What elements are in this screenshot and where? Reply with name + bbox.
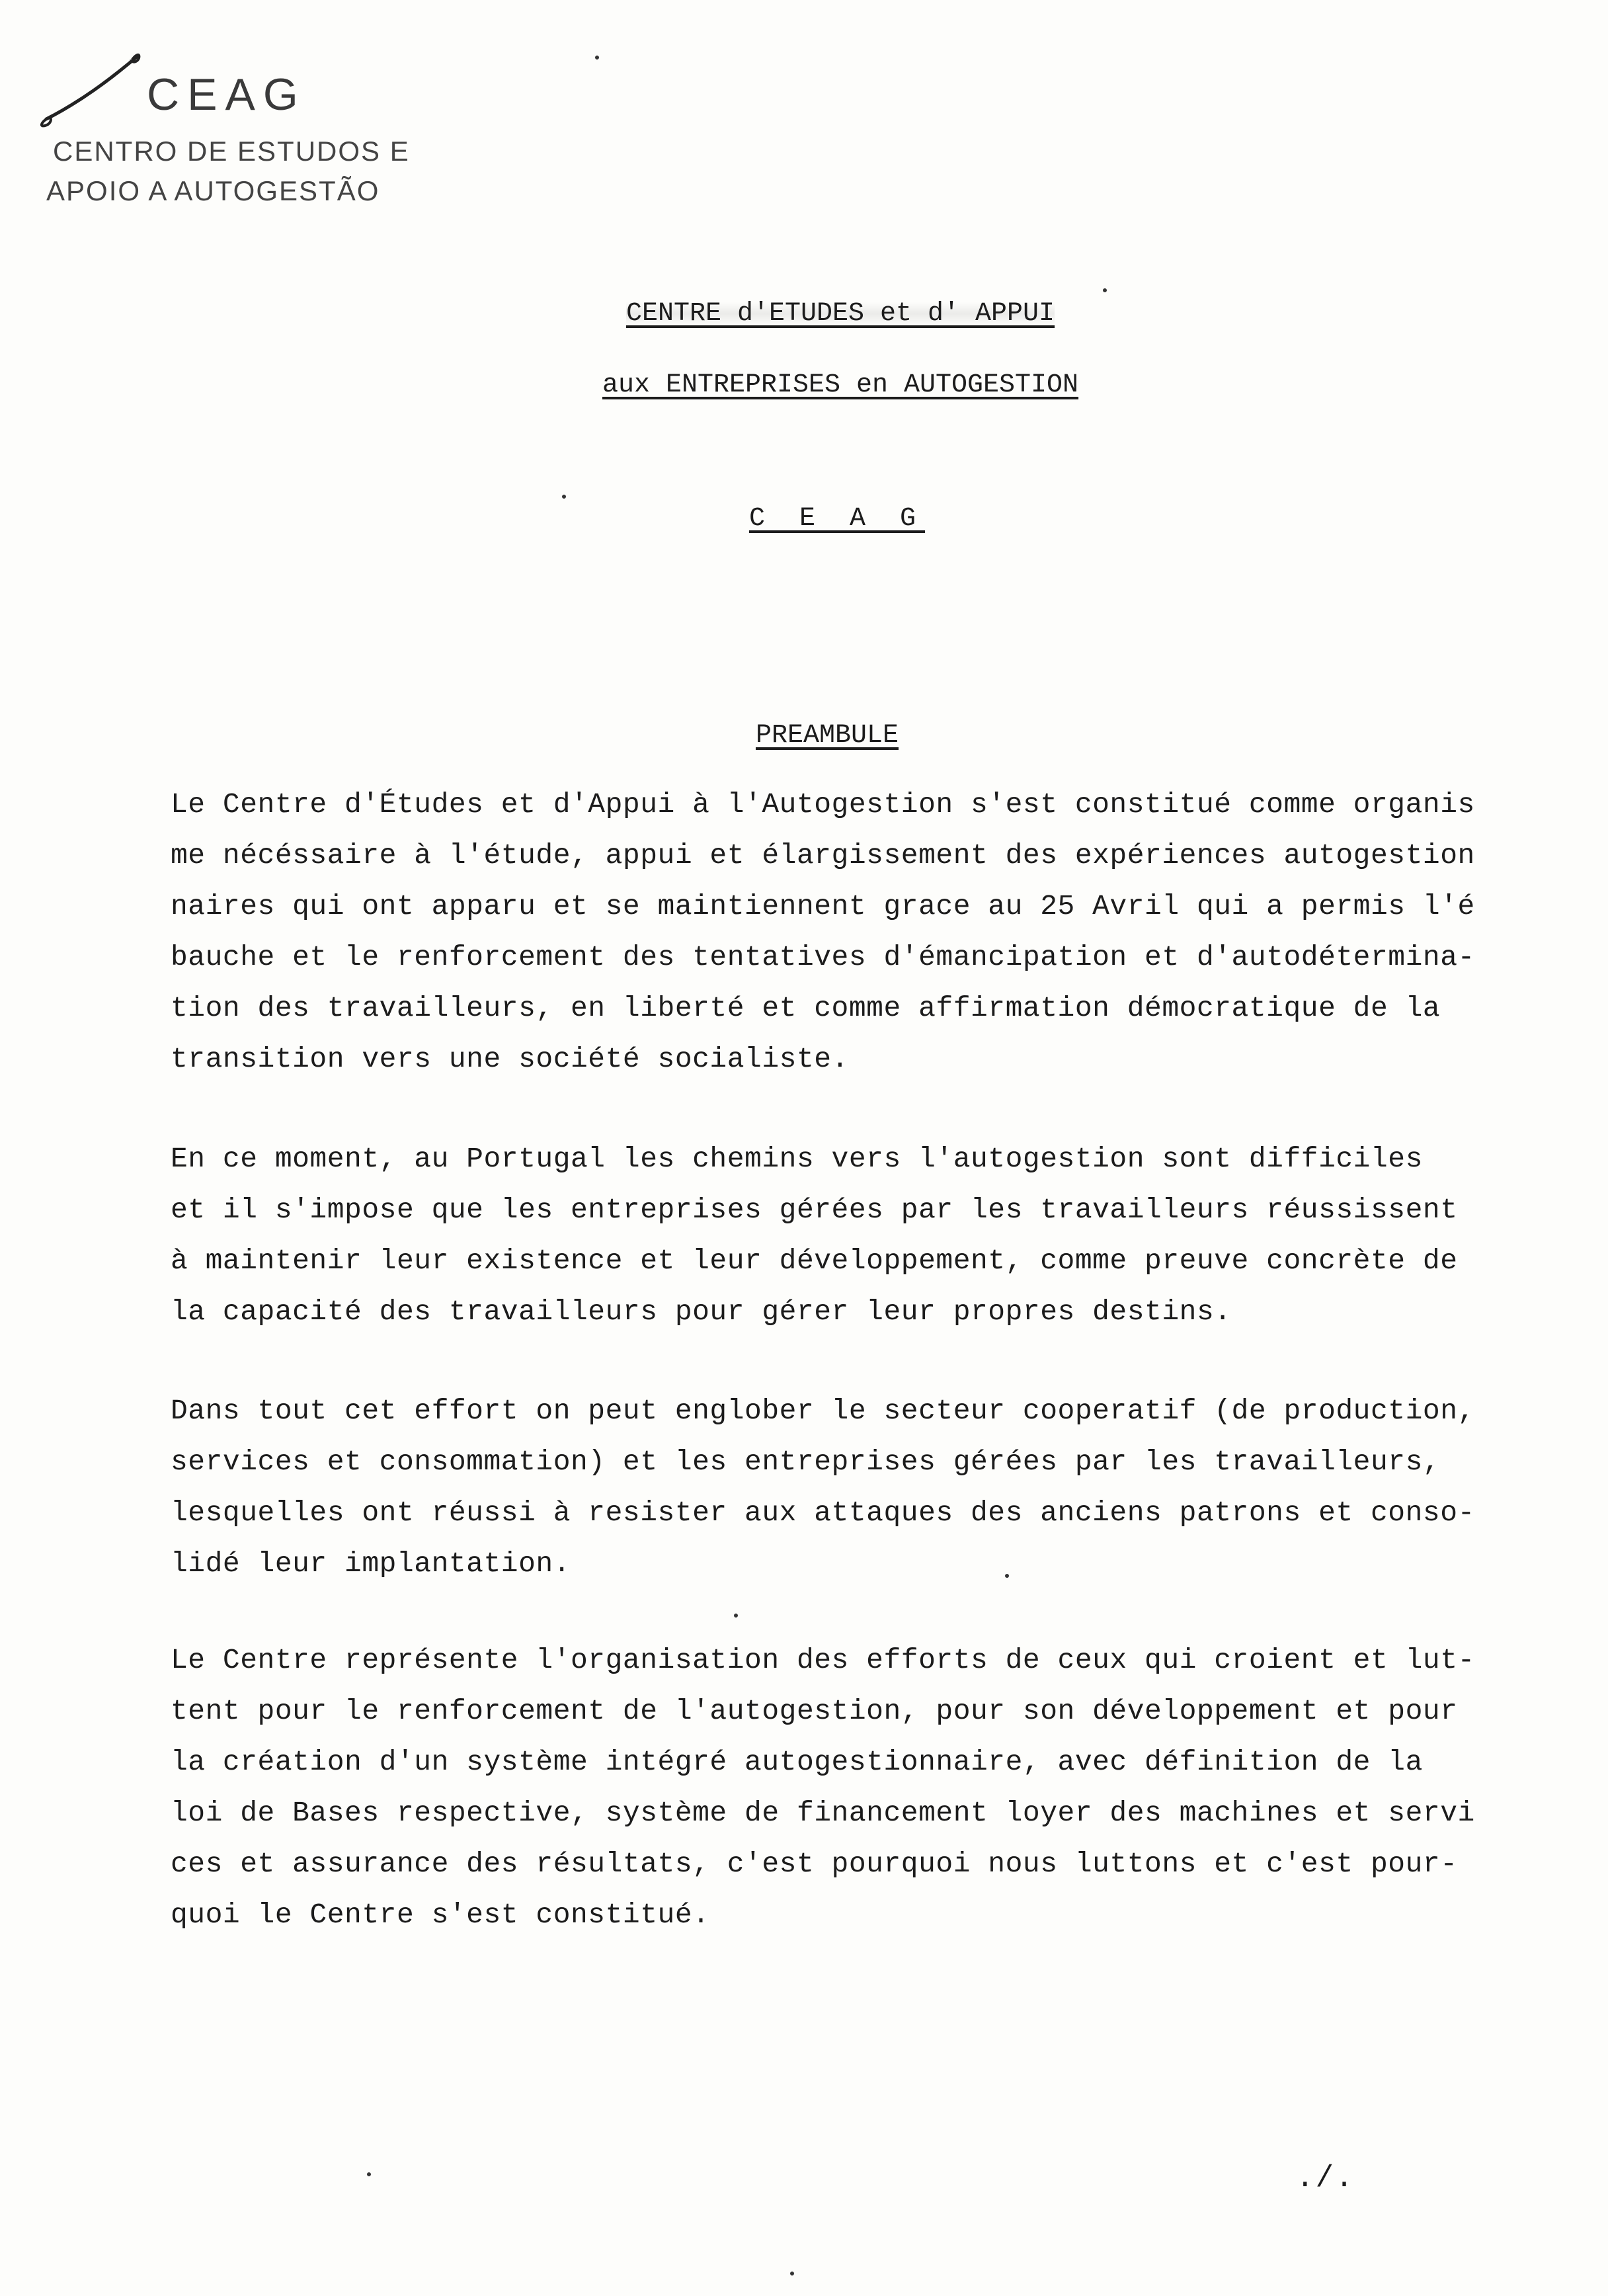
paragraph-2 — [171, 1133, 1458, 1337]
title-line1-text: CENTRE d'ETUDES et d' APPUI — [625, 299, 1055, 329]
paragraph-line: me nécéssaire à l'étude, appui et élargissement des expériences autogestion — [171, 839, 1475, 872]
paragraph-line: lidé leur implantation. — [171, 1547, 571, 1580]
letterhead — [0, 26, 463, 225]
document-acronym — [0, 504, 1608, 534]
scan-speck — [1005, 1574, 1009, 1578]
paragraph-line: lesquelles ont réussi à resister aux attaques des anciens patrons et conso- — [171, 1496, 1475, 1529]
paragraph-line: à maintenir leur existence et leur développement, comme preuve concrète de — [171, 1245, 1458, 1277]
paragraph-line: tent pour le renforcement de l'autogestion, pour son développement et pour — [171, 1695, 1458, 1727]
document-title-line2 — [0, 370, 1608, 400]
letterhead-acronym: CEAG — [147, 69, 306, 120]
paragraph-line: la création d'un système intégré autogestionnaire, avec définition de la — [171, 1746, 1423, 1778]
letterhead-name-line1: CENTRO DE ESTUDOS E — [53, 136, 410, 167]
paragraph-line: tion des travailleurs, en liberté et comme affirmation démocratique de la — [171, 992, 1441, 1024]
paragraph-line: bauche et le renforcement des tentatives d'émancipation et d'autodétermina- — [171, 941, 1475, 973]
paragraph-3 — [171, 1385, 1475, 1589]
scan-speck — [562, 495, 566, 499]
section-heading — [0, 721, 1608, 751]
continuation-mark: ./. — [1296, 2161, 1355, 2195]
paragraph-line: Le Centre d'Études et d'Appui à l'Autogestion s'est constitué comme organis — [171, 788, 1475, 821]
paragraph-line: quoi le Centre s'est constitué. — [171, 1899, 710, 1931]
acronym-text: C E A G — [748, 504, 926, 534]
paragraph-line: ces et assurance des résultats, c'est pourquoi nous luttons et c'est pour- — [171, 1848, 1458, 1880]
paragraph-line: transition vers une société socialiste. — [171, 1043, 849, 1075]
scan-speck — [790, 2272, 794, 2276]
scan-speck — [595, 56, 599, 60]
scan-speck — [367, 2172, 371, 2176]
title-line2-text: aux ENTREPRISES en AUTOGESTION — [602, 370, 1079, 400]
paragraph-line: Dans tout cet effort on peut englober le secteur cooperatif (de production, — [171, 1395, 1475, 1427]
paragraph-line: Le Centre représente l'organisation des efforts de ceux qui croient et lut- — [171, 1644, 1475, 1676]
pen-signature-mark — [26, 46, 159, 145]
paragraph-4 — [171, 1635, 1475, 1940]
paragraph-line: et il s'impose que les entreprises gérées par les travailleurs réussissent — [171, 1194, 1458, 1226]
paragraph-line: services et consommation) et les entreprises gérées par les travailleurs, — [171, 1446, 1441, 1478]
paragraph-line: loi de Bases respective, système de financement loyer des machines et servi — [171, 1797, 1475, 1829]
scan-speck — [1103, 288, 1107, 292]
paragraph-line: naires qui ont apparu et se maintiennent grace au 25 Avril qui a permis l'é — [171, 890, 1475, 922]
section-heading-text: PREAMBULE — [755, 721, 899, 751]
paragraph-line: En ce moment, au Portugal les chemins vers l'autogestion sont difficiles — [171, 1143, 1423, 1175]
document-title-line1 — [0, 299, 1608, 329]
letterhead-name-line2: APOIO A AUTOGESTÃO — [46, 175, 380, 206]
paragraph-1 — [171, 779, 1475, 1085]
scan-speck — [734, 1614, 738, 1618]
paragraph-line: la capacité des travailleurs pour gérer leur propres destins. — [171, 1295, 1232, 1328]
